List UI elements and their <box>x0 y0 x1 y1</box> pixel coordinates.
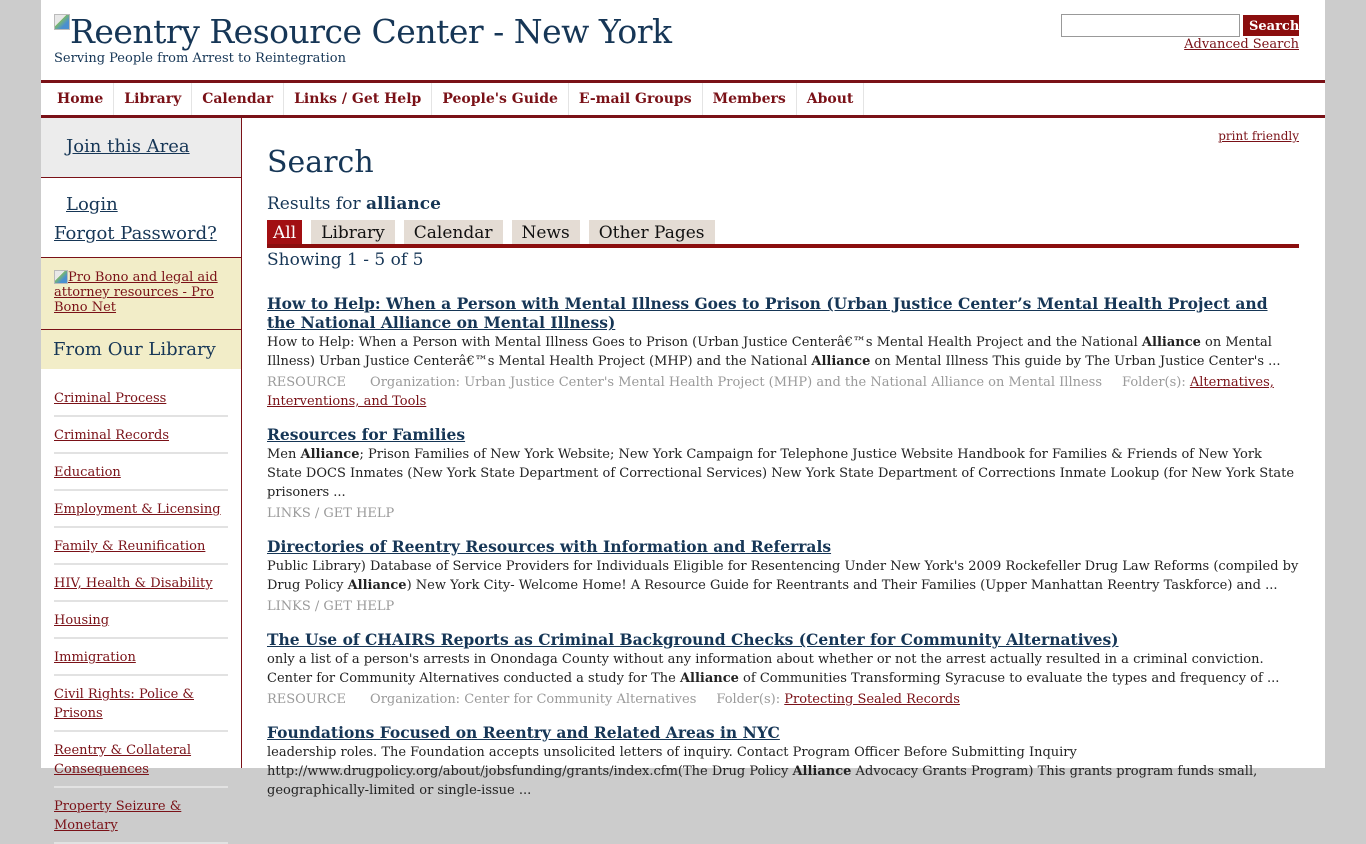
search-input[interactable] <box>1061 14 1240 37</box>
snippet-text: How to Help: When a Person with Mental Illness Goes to Prison (Urban Justice Centerâ€™s Mental Health Project and the National <box>267 335 1142 350</box>
search-result <box>267 537 1299 616</box>
list-item <box>54 387 228 417</box>
probono-alt-text: Pro Bono and legal aid attorney resources - Pro Bono Net <box>54 270 218 315</box>
search-result <box>267 723 1299 800</box>
result-title-link[interactable]: Resources for Families <box>267 425 466 444</box>
snippet-text: Men <box>267 447 301 462</box>
page-title: Search <box>267 145 374 180</box>
snippet-highlight: Alliance <box>792 764 852 779</box>
library-link-employment[interactable]: Employment & Licensing <box>54 502 221 517</box>
results-list <box>267 294 1299 814</box>
snippet-text: of Communities Transforming Syracuse to evaluate the types and frequency of ... <box>738 671 1280 686</box>
login-box <box>41 178 241 258</box>
sidebar <box>41 118 242 833</box>
result-type: RESOURCE <box>267 692 347 707</box>
tab-calendar[interactable]: Calendar <box>404 220 503 244</box>
nav-email-groups[interactable]: E-mail Groups <box>569 83 703 115</box>
result-snippet <box>267 333 1299 371</box>
list-item <box>54 498 228 528</box>
tab-library[interactable]: Library <box>311 220 395 244</box>
search-result <box>267 630 1299 709</box>
list-item <box>54 739 228 788</box>
result-snippet <box>267 557 1299 595</box>
snippet-highlight: Alliance <box>300 447 360 462</box>
broken-image-icon <box>54 14 70 30</box>
folder-label: Folder(s): <box>1122 375 1186 390</box>
folder-label: Folder(s): <box>716 692 781 707</box>
library-link-family[interactable]: Family & Reunification <box>54 539 206 554</box>
library-link-education[interactable]: Education <box>54 465 121 480</box>
nav-members[interactable]: Members <box>703 83 797 115</box>
snippet-highlight: Alliance <box>347 578 407 593</box>
result-meta <box>267 597 1299 616</box>
snippet-text: on Mental Illness This guide by The Urban Justice Center's ... <box>870 354 1281 369</box>
result-title-link[interactable]: The Use of CHAIRS Reports as Criminal Background Checks (Center for Community Alternatives) <box>267 630 1119 649</box>
snippet-text: leadership roles. The Foundation accepts unsolicited letters of inquiry. Contact Program Officer Before Submitting Inquiry http://www.drugpolicy.org/about/jobsfunding/grants/index.cfm(The Drug Policy <box>267 745 1077 779</box>
snippet-highlight: Alliance <box>679 671 739 686</box>
list-item <box>54 683 228 732</box>
library-link-property-seizure[interactable]: Property Seizure & Monetary <box>54 799 182 833</box>
list-item <box>54 646 228 676</box>
library-link-housing[interactable]: Housing <box>54 613 110 628</box>
search-result <box>267 294 1299 411</box>
library-link-health[interactable]: HIV, Health & Disability <box>54 576 213 591</box>
header <box>41 0 1325 80</box>
search-button[interactable]: Search <box>1243 15 1299 36</box>
result-meta <box>267 504 1299 523</box>
list-item <box>54 609 228 639</box>
snippet-highlight: Alliance <box>811 354 871 369</box>
site-logo[interactable] <box>54 12 671 52</box>
library-link-immigration[interactable]: Immigration <box>54 650 136 665</box>
search-query: alliance <box>366 194 441 214</box>
library-link-civil-rights[interactable]: Civil Rights: Police & Prisons <box>54 687 194 721</box>
result-title-link[interactable]: Directories of Reentry Resources with Information and Referrals <box>267 537 832 556</box>
result-type: RESOURCE <box>267 375 347 390</box>
probono-box <box>41 258 241 330</box>
list-item <box>54 424 228 454</box>
main-nav <box>41 80 1325 118</box>
login-link[interactable]: Login <box>66 194 118 215</box>
result-type: LINKS / GET HELP <box>267 506 395 521</box>
results-for-label: Results for <box>267 194 361 214</box>
snippet-highlight: Alliance <box>1141 335 1201 350</box>
snippet-text: Public Library) Database of Service Providers for Individuals Eligible for Resentencing Under New York's 2009 Rockefeller Drug Law Reforms (compiled by Drug Policy <box>267 559 1299 593</box>
snippet-text: ; Prison Families of New York Website; New York Campaign for Telephone Justice Website Handbook for Families & Friends of New York State DOCS Inmates (New York State Department of Correctional Services) New York State Department of Corrections Inmate Lookup (for New York State prisoners ... <box>267 447 1295 500</box>
broken-image-icon <box>54 270 68 284</box>
result-meta <box>267 373 1299 411</box>
result-snippet <box>267 743 1299 800</box>
list-item <box>54 461 228 491</box>
folder-link[interactable]: Protecting Sealed Records <box>784 692 960 707</box>
nav-links-get-help[interactable]: Links / Get Help <box>284 83 432 115</box>
nav-about[interactable]: About <box>797 83 865 115</box>
result-count: Showing 1 - 5 of 5 <box>267 250 424 270</box>
tagline: Serving People from Arrest to Reintegration <box>54 51 346 66</box>
snippet-text: on Mental Illness) Urban Justice Centerâ€™s Mental Health Project (MHP) and the National <box>267 335 1272 369</box>
library-link-reentry[interactable]: Reentry & Collateral Consequences <box>54 743 192 777</box>
search-result <box>267 425 1299 523</box>
advanced-search-link[interactable]: Advanced Search <box>1184 37 1299 52</box>
join-area-box <box>41 118 241 178</box>
snippet-text: only a list of a person's arrests in Onondaga County without any information about whether or not the arrest actually resulted in a criminal conviction. Center for Community Alternatives conducted a study for The <box>267 652 1264 686</box>
list-item <box>54 535 228 565</box>
library-list <box>41 369 241 844</box>
from-library-heading: From Our Library <box>41 330 241 369</box>
tab-other-pages[interactable]: Other Pages <box>589 220 715 244</box>
snippet-text: ) New York City- Welcome Home! A Resource Guide for Reentrants and Their Families (Upper Manhattan Reentry Taskforce) and ... <box>406 578 1278 593</box>
tab-news[interactable]: News <box>512 220 580 244</box>
library-link-criminal-process[interactable]: Criminal Process <box>54 391 167 406</box>
result-organization: Organization: Center for Community Alternatives <box>370 692 697 707</box>
tab-all[interactable]: All <box>267 220 302 244</box>
result-snippet <box>267 445 1299 502</box>
page <box>41 0 1325 833</box>
join-area-link[interactable]: Join this Area <box>66 136 190 157</box>
result-tabs <box>267 220 1299 248</box>
snippet-text: Advocacy Grants Program) This grants program funds small, geographically-limited or single-issue ... <box>267 764 1258 798</box>
results-for <box>267 194 441 214</box>
result-meta <box>267 690 1299 709</box>
result-snippet <box>267 650 1299 688</box>
nav-library[interactable]: Library <box>114 83 192 115</box>
nav-calendar[interactable]: Calendar <box>192 83 284 115</box>
list-item <box>54 795 228 844</box>
probono-link[interactable] <box>54 270 218 315</box>
site-title: Reentry Resource Center - New York <box>70 12 672 51</box>
folder-link[interactable]: Alternatives, Interventions, and Tools <box>267 375 1274 409</box>
result-type: LINKS / GET HELP <box>267 599 395 614</box>
nav-home[interactable]: Home <box>47 83 114 115</box>
nav-peoples-guide[interactable]: People's Guide <box>432 83 569 115</box>
result-title-link[interactable]: Foundations Focused on Reentry and Related Areas in NYC <box>267 723 780 742</box>
forgot-password-link[interactable]: Forgot Password? <box>54 223 217 244</box>
result-title-link[interactable]: How to Help: When a Person with Mental Illness Goes to Prison (Urban Justice Center’s Mental Health Project and the National Alliance on Mental Illness) <box>267 294 1268 332</box>
library-link-criminal-records[interactable]: Criminal Records <box>54 428 170 443</box>
list-item <box>54 572 228 602</box>
print-friendly-link[interactable]: print friendly <box>1218 129 1299 143</box>
result-organization: Organization: Urban Justice Center's Mental Health Project (MHP) and the National Alliance on Mental Illness <box>370 375 1103 390</box>
